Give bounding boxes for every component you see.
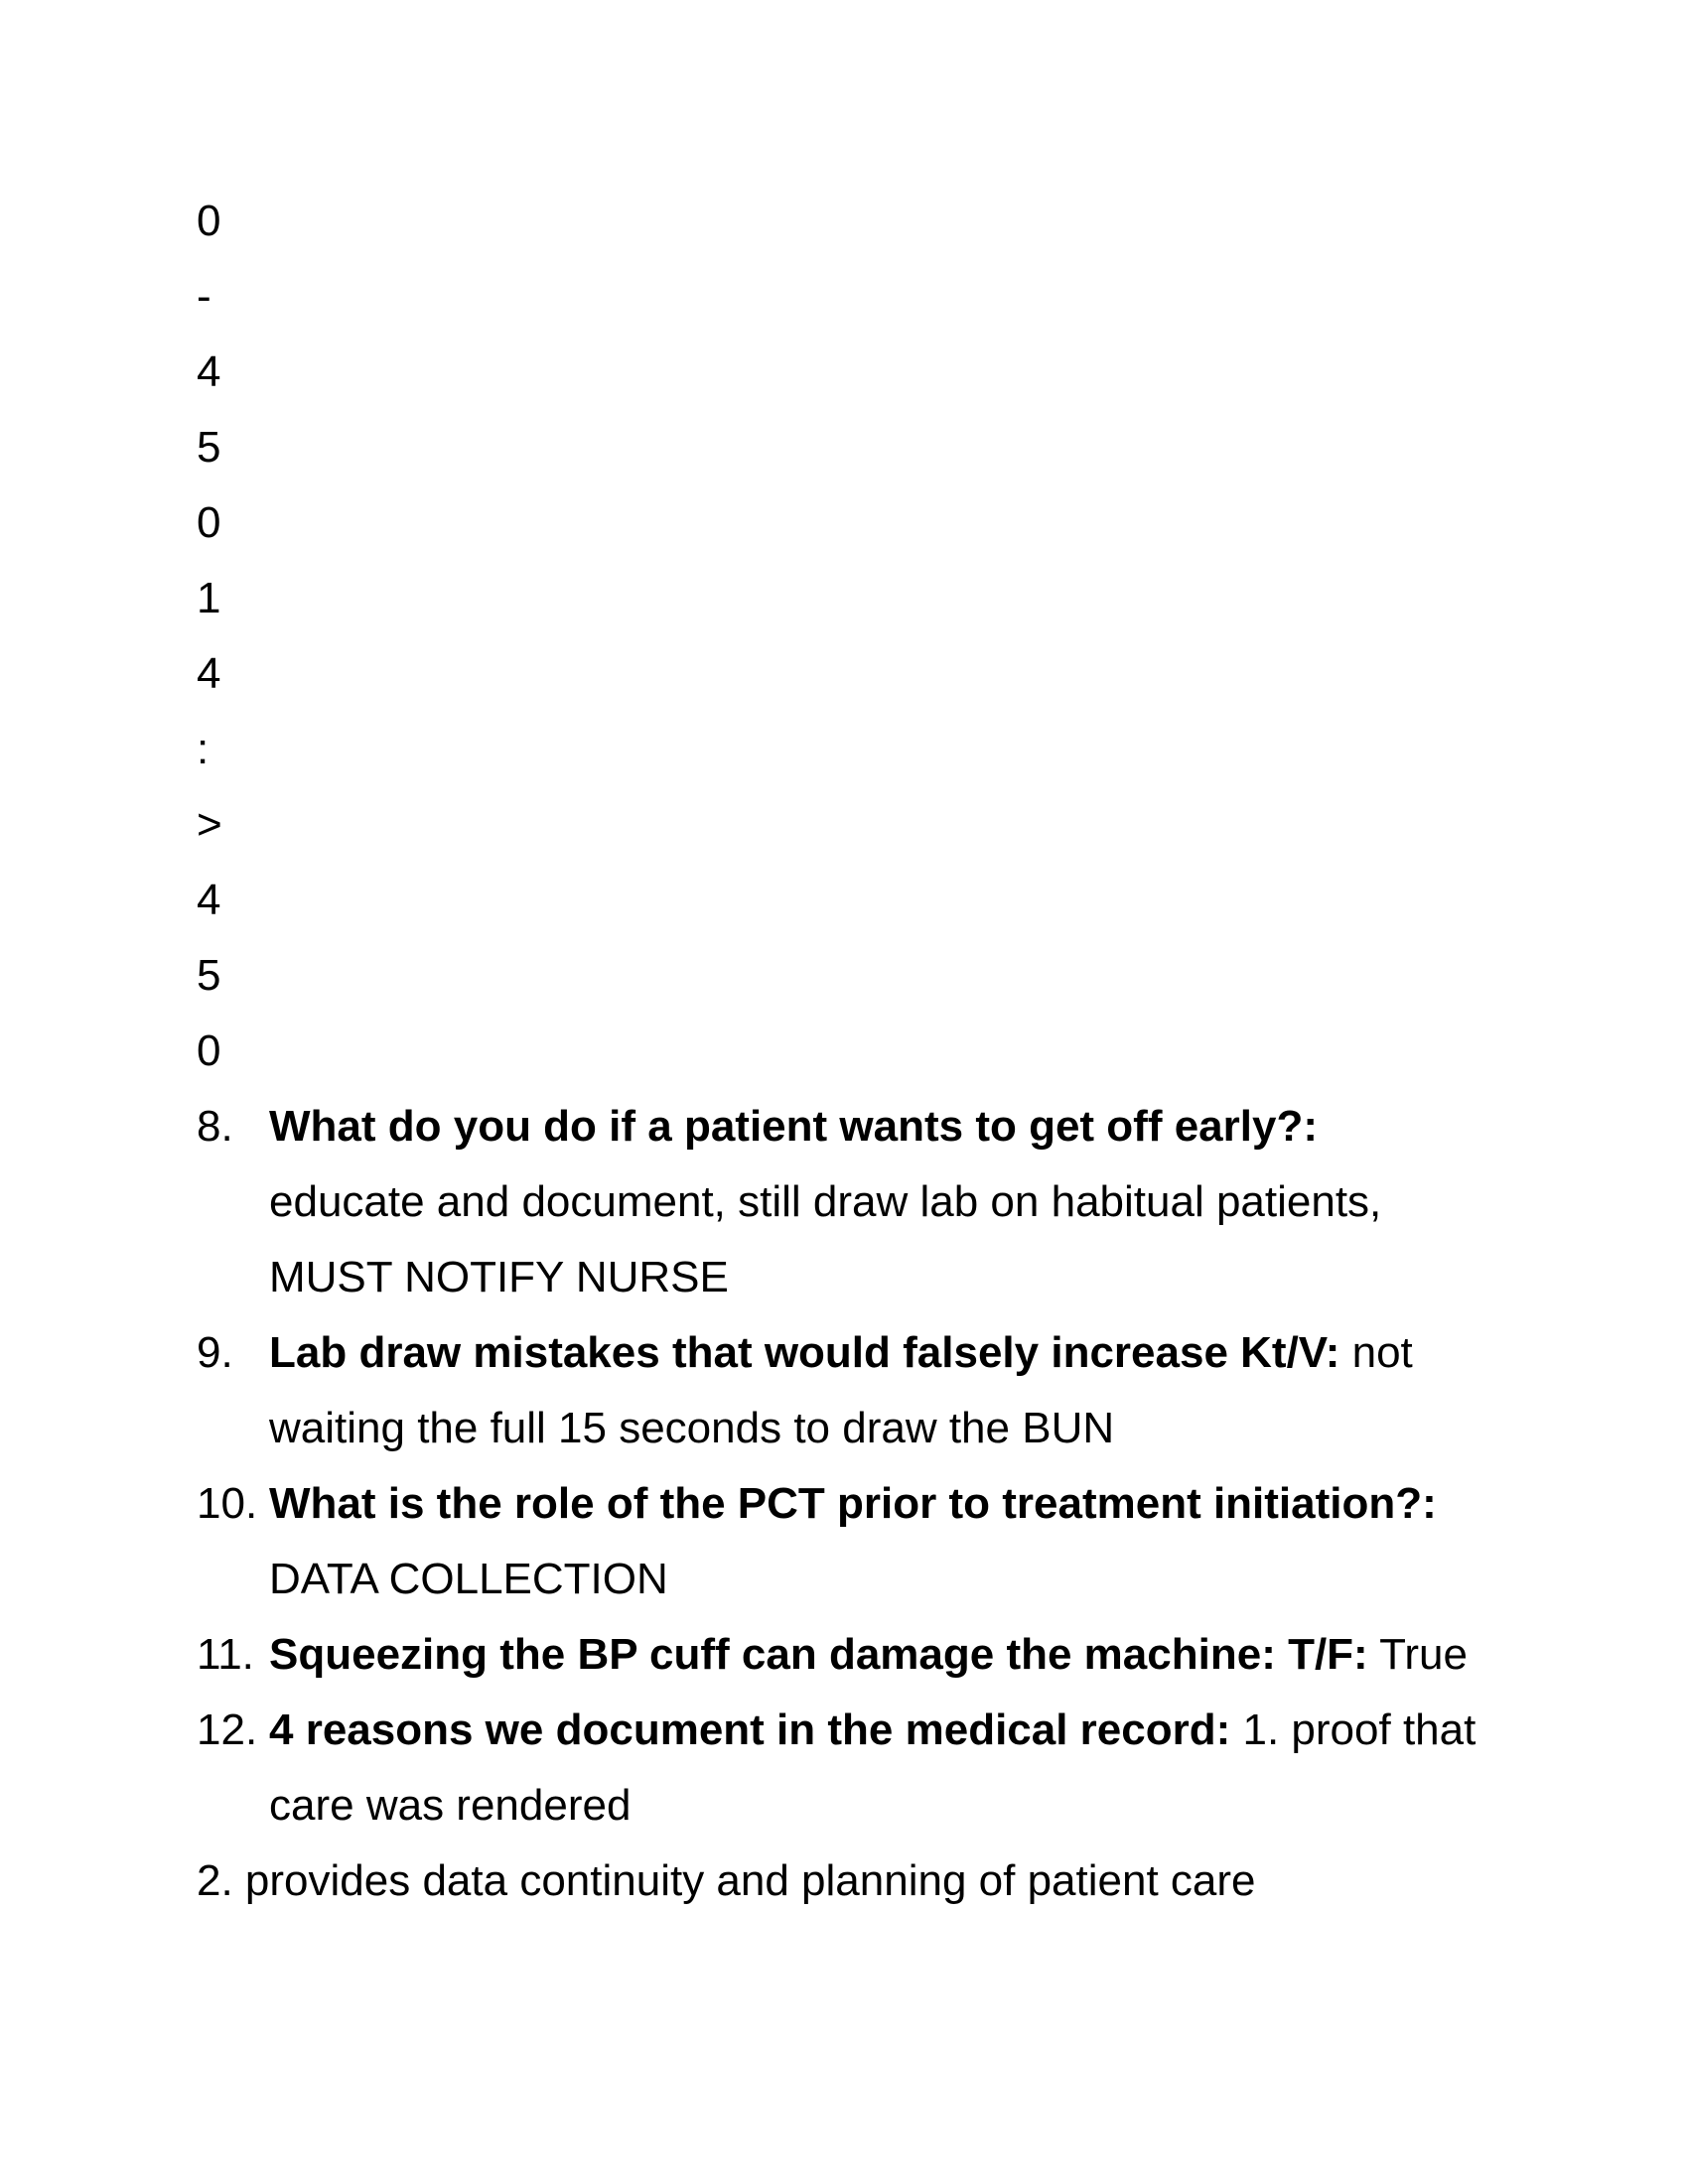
vertical-text-char: >: [197, 800, 222, 849]
item-answer: educate and document, still draw lab on habitual patients,: [269, 1177, 1382, 1226]
item-question: 4 reasons we document in the medical record:: [269, 1706, 1231, 1754]
item-number: 11.: [197, 1630, 254, 1679]
item-number: 8.: [197, 1102, 233, 1151]
item-question-line: [269, 1693, 1476, 1768]
vertical-text-char: 5: [197, 951, 221, 1000]
trailing-list-line: 2. provides data continuity and planning of patient care: [197, 1856, 1256, 1905]
item-question-line: [269, 1089, 1318, 1164]
item-answer: DATA COLLECTION: [269, 1555, 668, 1603]
item-answer: waiting the full 15 seconds to draw the BUN: [269, 1404, 1115, 1452]
vertical-text-char: 0: [197, 1026, 221, 1075]
vertical-text-char: 4: [197, 347, 221, 396]
vertical-text-char: :: [197, 725, 210, 773]
item-answer-inline: 1. proof that: [1230, 1706, 1477, 1754]
item-answer: care was rendered: [269, 1781, 632, 1830]
item-number: 10.: [197, 1479, 258, 1528]
vertical-text-char: 4: [197, 649, 221, 698]
vertical-text-char: 0: [197, 498, 221, 547]
vertical-text-char: 4: [197, 876, 221, 924]
item-question: Squeezing the BP cuff can damage the machine: T/F:: [269, 1630, 1368, 1679]
vertical-text-char: 1: [197, 574, 221, 622]
item-question: What is the role of the PCT prior to treatment initiation?:: [269, 1479, 1437, 1528]
item-answer-inline: not: [1339, 1328, 1413, 1377]
item-question-line: [269, 1617, 1468, 1693]
vertical-text-char: -: [197, 272, 211, 321]
item-number: 9.: [197, 1328, 233, 1377]
vertical-text-char: 5: [197, 423, 221, 472]
item-number: 12.: [197, 1706, 258, 1754]
item-question-line: [269, 1466, 1437, 1542]
item-question: What do you do if a patient wants to get off early?:: [269, 1102, 1318, 1151]
item-answer-inline: True: [1367, 1630, 1468, 1679]
item-question-line: [269, 1315, 1413, 1391]
vertical-text-char: 0: [197, 197, 221, 245]
item-question: Lab draw mistakes that would falsely increase Kt/V:: [269, 1328, 1340, 1377]
item-answer: MUST NOTIFY NURSE: [269, 1253, 729, 1301]
